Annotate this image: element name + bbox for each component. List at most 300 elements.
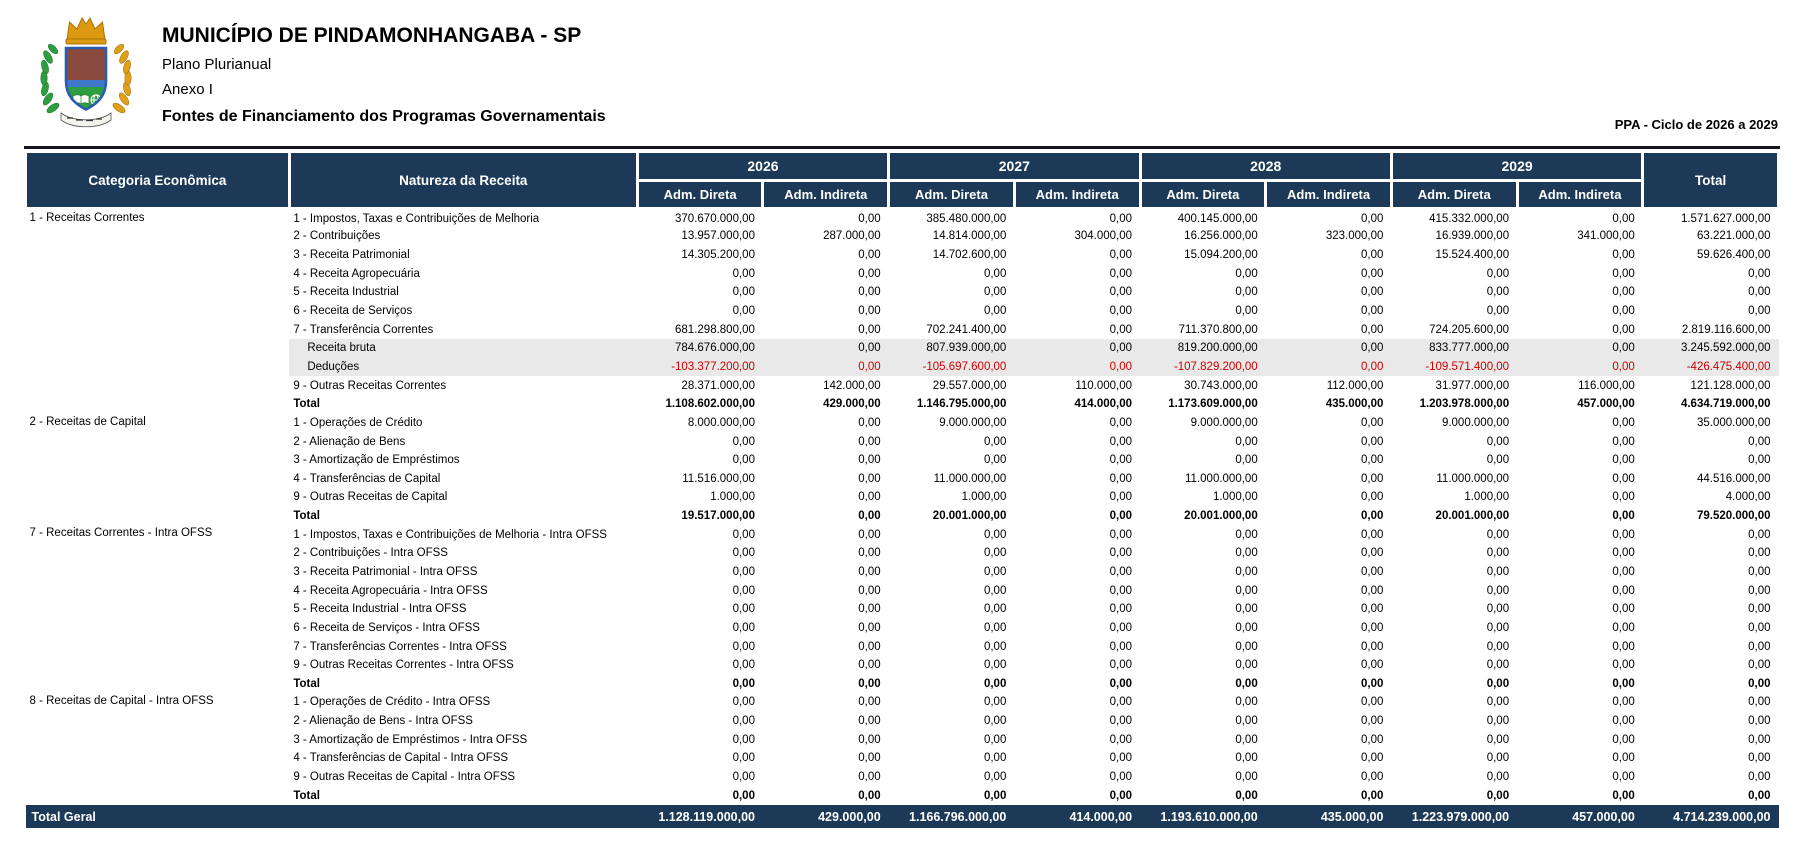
value-cell: 0,00	[732, 286, 755, 299]
value-cell: 0,00	[763, 339, 889, 358]
value-cell: 0,00	[1748, 528, 1771, 541]
value-cell: 0,00	[1748, 603, 1771, 616]
value-cell: 0,00	[983, 547, 1007, 560]
value-cell: 0,00	[858, 212, 881, 225]
value-cell: 0,00	[1361, 677, 1384, 690]
natureza-cell: 6 - Receita de Serviços	[293, 305, 413, 318]
value-cell: 0,00	[983, 584, 1007, 597]
natureza-cell: 7 - Transferência Correntes	[293, 323, 434, 336]
natureza-cell: 1 - Impostos, Taxas e Contribuições de Melhoria	[293, 212, 540, 225]
value-cell: 0,00	[1361, 733, 1384, 746]
value-cell: 0,00	[1109, 677, 1133, 690]
table-row	[26, 246, 1779, 265]
table-row	[26, 432, 1779, 451]
table-row	[26, 525, 1779, 544]
value-cell: 370.670.000,00	[675, 212, 755, 225]
value-cell: 0,00	[1361, 491, 1384, 504]
value-cell: 0,00	[1486, 771, 1510, 784]
wheat-branch-icon	[111, 43, 131, 115]
value-cell: 9.000.000,00	[1190, 416, 1258, 429]
value-cell: 0,00	[1266, 339, 1392, 358]
value-cell: 0,00	[732, 771, 755, 784]
value-cell: 807.939.000,00	[889, 339, 1015, 358]
natureza-cell: 6 - Receita de Serviços - Intra OFSS	[293, 621, 480, 634]
value-cell: 0,00	[1235, 677, 1258, 690]
value-cell: 79.520.000,00	[1696, 510, 1771, 523]
value-cell: 14.305.200,00	[681, 249, 755, 262]
value-cell: 0,00	[858, 696, 881, 709]
value-cell: 0,00	[1235, 621, 1258, 634]
value-cell: 35.000.000,00	[1696, 416, 1771, 429]
value-cell: 0,00	[1612, 696, 1635, 709]
natureza-cell: 2 - Contribuições	[293, 230, 381, 243]
value-cell: 0,00	[1109, 472, 1133, 485]
value-cell: 16.939.000,00	[1435, 230, 1510, 243]
value-cell: 30.743.000,00	[1184, 379, 1258, 392]
value-cell: 0,00	[1235, 603, 1258, 616]
value-cell: 0,00	[1235, 584, 1258, 597]
value-cell: 0,00	[1361, 528, 1384, 541]
value-cell: 11.000.000,00	[1436, 472, 1510, 485]
value-cell: 0,00	[1486, 659, 1510, 672]
value-cell: 0,00	[1235, 733, 1258, 746]
value-cell: 59.626.400,00	[1696, 249, 1771, 262]
value-cell: 0,00	[1109, 416, 1133, 429]
value-cell: 4.634.719.000,00	[1680, 398, 1771, 411]
value-cell: 19.517.000,00	[681, 510, 755, 523]
value-cell: 0,00	[1109, 528, 1133, 541]
natureza-cell: 1 - Operações de Crédito	[293, 416, 423, 429]
value-cell: 0,00	[1361, 305, 1384, 318]
col-header-adm-indireta: Adm. Indireta	[763, 181, 889, 209]
value-cell: 323.000,00	[1325, 230, 1384, 243]
table-row	[26, 544, 1779, 563]
value-cell: 0,00	[1612, 565, 1635, 578]
value-cell: 0,00	[1486, 267, 1510, 280]
value-cell: 0,00	[1109, 715, 1133, 728]
value-cell: 0,00	[858, 249, 881, 262]
value-cell: -107.829.200,00	[1140, 358, 1266, 377]
value-cell: 8.000.000,00	[687, 416, 755, 429]
value-cell: 28.371.000,00	[681, 379, 755, 392]
value-cell: 0,00	[858, 621, 881, 634]
natureza-cell: 4 - Receita Agropecuária - Intra OFSS	[293, 584, 488, 597]
value-cell: 0,00	[1748, 454, 1771, 467]
value-cell: 110.000,00	[1075, 379, 1133, 392]
grand-total-value-cell: 4.714.239.000,00	[1643, 805, 1779, 828]
col-header-adm-direta: Adm. Direta	[637, 181, 763, 209]
table-row	[26, 320, 1779, 339]
grand-total-value-cell: 435.000,00	[1266, 805, 1392, 828]
value-cell: 0,00	[732, 528, 755, 541]
value-cell: 0,00	[1014, 358, 1140, 377]
table-row	[26, 209, 1779, 228]
grand-total-value-cell: 1.223.979.000,00	[1391, 805, 1517, 828]
value-cell: 0,00	[1612, 659, 1635, 672]
value-cell: 0,00	[1109, 584, 1133, 597]
value-cell: 0,00	[1361, 603, 1384, 616]
value-cell: 0,00	[983, 528, 1007, 541]
table-row	[26, 730, 1779, 749]
value-cell: 0,00	[1109, 249, 1133, 262]
value-cell: 1.203.978.000,00	[1419, 398, 1510, 411]
value-cell: 0,00	[983, 603, 1007, 616]
value-cell: 15.094.200,00	[1184, 249, 1258, 262]
value-cell: 20.001.000,00	[1435, 510, 1510, 523]
value-cell: 3.245.592.000,00	[1643, 339, 1779, 358]
value-cell: 0,00	[983, 305, 1007, 318]
table-row	[26, 637, 1779, 656]
value-cell: 385.480.000,00	[926, 212, 1007, 225]
value-cell: 0,00	[1109, 286, 1133, 299]
value-cell: 0,00	[1748, 659, 1771, 672]
grand-total-value-cell: 1.193.610.000,00	[1140, 805, 1266, 828]
subtitle-plano: Plano Plurianual	[162, 56, 272, 73]
grand-total-value-cell: 1.166.796.000,00	[889, 805, 1015, 828]
value-cell: 0,00	[983, 696, 1007, 709]
value-cell: 0,00	[1748, 715, 1771, 728]
natureza-cell: 9 - Outras Receitas Correntes - Intra OFSS	[293, 659, 514, 672]
value-cell: 0,00	[1361, 323, 1384, 336]
value-cell: 0,00	[1109, 733, 1133, 746]
categoria-cell: 2 - Receitas de Capital	[29, 415, 146, 428]
natureza-cell: 2 - Contribuições - Intra OFSS	[293, 547, 448, 560]
natureza-cell: 3 - Receita Patrimonial - Intra OFSS	[293, 565, 478, 578]
value-cell: 0,00	[1361, 565, 1384, 578]
value-cell: 0,00	[1361, 696, 1384, 709]
value-cell: 0,00	[732, 640, 755, 653]
value-cell: 14.702.600,00	[932, 249, 1007, 262]
value-cell: 0,00	[858, 733, 881, 746]
laurel-branch-icon	[40, 43, 60, 115]
value-cell: 0,00	[1486, 621, 1510, 634]
value-cell: 0,00	[1109, 752, 1133, 765]
value-cell: 0,00	[858, 491, 881, 504]
natureza-cell: 3 - Amortização de Empréstimos - Intra OFSS	[293, 733, 528, 746]
value-cell: 0,00	[1109, 305, 1133, 318]
value-cell: 0,00	[1612, 212, 1635, 225]
value-cell: 0,00	[732, 789, 755, 802]
table-row	[26, 469, 1779, 488]
value-cell: 0,00	[732, 305, 755, 318]
table-row	[26, 619, 1779, 638]
title-block	[162, 10, 606, 126]
value-cell: 0,00	[1361, 584, 1384, 597]
col-header-adm-indireta: Adm. Indireta	[1014, 181, 1140, 209]
value-cell: 0,00	[1612, 249, 1635, 262]
value-cell: 0,00	[983, 435, 1007, 448]
value-cell: 0,00	[1109, 696, 1133, 709]
value-cell: 0,00	[732, 752, 755, 765]
value-cell: 0,00	[1109, 510, 1133, 523]
report-name: Fontes de Financiamento dos Programas Governamentais	[162, 108, 606, 125]
value-cell: 1.108.602.000,00	[665, 398, 755, 411]
value-cell: 0,00	[1612, 603, 1635, 616]
value-cell: 1.146.795.000,00	[916, 398, 1007, 411]
value-cell: 0,00	[732, 454, 755, 467]
value-cell: 0,00	[1612, 752, 1635, 765]
value-cell: 29.557.000,00	[932, 379, 1007, 392]
value-cell: 1.000,00	[1212, 491, 1258, 504]
value-cell: 0,00	[1612, 472, 1635, 485]
value-cell: 0,00	[1748, 584, 1771, 597]
table-row	[26, 302, 1779, 321]
value-cell: 0,00	[1748, 286, 1771, 299]
table-row	[26, 339, 1779, 358]
value-cell: 0,00	[1517, 358, 1643, 377]
section-total-row	[26, 786, 1779, 805]
grand-total-label: Total Geral	[26, 805, 638, 828]
value-cell: 0,00	[858, 510, 881, 523]
natureza-cell: 1 - Operações de Crédito - Intra OFSS	[293, 696, 491, 709]
value-cell: 0,00	[1109, 454, 1133, 467]
value-cell: 0,00	[1748, 789, 1771, 802]
value-cell: 0,00	[1235, 640, 1258, 653]
value-cell: 784.676.000,00	[637, 339, 763, 358]
value-cell: 0,00	[732, 715, 755, 728]
value-cell: 0,00	[1612, 584, 1635, 597]
natureza-cell: 2 - Alienação de Bens	[293, 435, 406, 448]
value-cell: 0,00	[1361, 510, 1384, 523]
section-total-row	[26, 507, 1779, 526]
table-footer	[26, 805, 1779, 828]
value-cell: 0,00	[1109, 659, 1133, 672]
table-row	[26, 264, 1779, 283]
natureza-cell: Total	[293, 398, 320, 411]
value-cell: 0,00	[732, 603, 755, 616]
value-cell: 0,00	[1109, 640, 1133, 653]
value-cell: 0,00	[1235, 435, 1258, 448]
value-cell: 1.571.627.000,00	[1680, 212, 1771, 225]
value-cell: 724.205.600,00	[1429, 323, 1510, 336]
categoria-cell: 7 - Receitas Correntes - Intra OFSS	[29, 527, 213, 540]
value-cell: 0,00	[858, 659, 881, 672]
natureza-cell: 4 - Transferências de Capital	[293, 472, 441, 485]
value-cell: 0,00	[1748, 547, 1771, 560]
shield-icon	[64, 46, 108, 113]
value-cell: 0,00	[1612, 621, 1635, 634]
value-cell: 0,00	[1235, 547, 1258, 560]
value-cell: 1.173.609.000,00	[1168, 398, 1258, 411]
value-cell: 0,00	[1748, 435, 1771, 448]
value-cell: 0,00	[1109, 621, 1133, 634]
value-cell: -426.475.400,00	[1643, 358, 1779, 377]
value-cell: 0,00	[1361, 752, 1384, 765]
value-cell: 0,00	[858, 528, 881, 541]
value-cell: 0,00	[858, 677, 881, 690]
col-header-year-2026: 2026	[637, 152, 888, 181]
value-cell: 11.516.000,00	[682, 472, 755, 485]
document-header	[36, 10, 606, 132]
value-cell: 0,00	[1748, 733, 1771, 746]
value-cell: 0,00	[1361, 640, 1384, 653]
value-cell: 15.524.400,00	[1435, 249, 1510, 262]
natureza-cell: 4 - Receita Agropecuária	[293, 267, 420, 280]
table-row	[26, 581, 1779, 600]
value-cell: 0,00	[1748, 565, 1771, 578]
value-cell: 0,00	[1361, 454, 1384, 467]
value-cell: 0,00	[732, 621, 755, 634]
value-cell: 0,00	[1748, 267, 1771, 280]
value-cell: 0,00	[1361, 267, 1384, 280]
value-cell: 0,00	[732, 696, 755, 709]
col-header-adm-indireta: Adm. Indireta	[1266, 181, 1392, 209]
value-cell: 0,00	[1109, 547, 1133, 560]
value-cell: 0,00	[983, 267, 1007, 280]
value-cell: 0,00	[1486, 640, 1510, 653]
value-cell: 0,00	[858, 416, 881, 429]
value-cell: 0,00	[858, 789, 881, 802]
col-header-adm-direta: Adm. Direta	[1391, 181, 1517, 209]
value-cell: 0,00	[763, 358, 889, 377]
value-cell: 9.000.000,00	[1441, 416, 1510, 429]
page-title: MUNICÍPIO DE PINDAMONHANGABA - SP	[162, 24, 582, 47]
value-cell: 0,00	[1235, 771, 1258, 784]
value-cell: 0,00	[1235, 454, 1258, 467]
value-cell: 0,00	[1612, 323, 1635, 336]
grand-total-value-cell: 457.000,00	[1517, 805, 1643, 828]
value-cell: 0,00	[1612, 305, 1635, 318]
value-cell: 0,00	[1361, 621, 1384, 634]
value-cell: 0,00	[1235, 528, 1258, 541]
value-cell: 0,00	[858, 715, 881, 728]
value-cell: 2.819.116.600,00	[1681, 323, 1771, 336]
value-cell: 0,00	[1748, 640, 1771, 653]
value-cell: 0,00	[1612, 435, 1635, 448]
col-header-adm-direta: Adm. Direta	[889, 181, 1015, 209]
value-cell: 414.000,00	[1074, 398, 1133, 411]
col-header-year-2027: 2027	[889, 152, 1140, 181]
natureza-cell: Receita bruta	[289, 339, 637, 358]
value-cell: 0,00	[1235, 565, 1258, 578]
value-cell: 0,00	[732, 547, 755, 560]
value-cell: 0,00	[732, 435, 755, 448]
value-cell: 0,00	[858, 547, 881, 560]
value-cell: 0,00	[983, 733, 1007, 746]
value-cell: 0,00	[1361, 249, 1384, 262]
value-cell: 0,00	[983, 715, 1007, 728]
value-cell: 429.000,00	[823, 398, 881, 411]
value-cell: 0,00	[1612, 267, 1635, 280]
value-cell: 0,00	[983, 677, 1007, 690]
grand-total-row	[26, 805, 1779, 828]
value-cell: 0,00	[1235, 752, 1258, 765]
value-cell: 0,00	[983, 640, 1007, 653]
grand-total-value-cell: 429.000,00	[763, 805, 889, 828]
value-cell: 0,00	[1361, 547, 1384, 560]
col-header-year-2028: 2028	[1140, 152, 1391, 181]
value-cell: 0,00	[1612, 640, 1635, 653]
value-cell: 0,00	[1486, 584, 1510, 597]
crown-icon	[67, 18, 105, 40]
table-row	[26, 358, 1779, 377]
value-cell: 44.516.000,00	[1696, 472, 1771, 485]
value-cell: 31.977.000,00	[1435, 379, 1510, 392]
value-cell: 0,00	[983, 621, 1007, 634]
value-cell: 0,00	[1612, 733, 1635, 746]
value-cell: 833.777.000,00	[1391, 339, 1517, 358]
value-cell: 0,00	[1486, 677, 1510, 690]
value-cell: 304.000,00	[1074, 230, 1133, 243]
col-header-total: Total	[1643, 152, 1779, 209]
value-cell: 14.814.000,00	[932, 230, 1007, 243]
value-cell: 0,00	[732, 659, 755, 672]
value-cell: 0,00	[732, 677, 755, 690]
table-row	[26, 600, 1779, 619]
col-header-adm-indireta: Adm. Indireta	[1517, 181, 1643, 209]
table-row	[26, 749, 1779, 768]
natureza-cell: 4 - Transferências de Capital - Intra OFSS	[293, 752, 509, 765]
value-cell: 0,00	[1612, 528, 1635, 541]
section-total-row	[26, 675, 1779, 694]
value-cell: 0,00	[1486, 696, 1510, 709]
value-cell: 0,00	[1109, 565, 1133, 578]
value-cell: 0,00	[858, 323, 881, 336]
value-cell: 0,00	[858, 603, 881, 616]
value-cell: 0,00	[1486, 454, 1510, 467]
natureza-cell: 9 - Outras Receitas de Capital	[293, 491, 448, 504]
value-cell: 0,00	[1486, 715, 1510, 728]
value-cell: 1.000,00	[961, 491, 1007, 504]
value-cell: 0,00	[983, 752, 1007, 765]
value-cell: 0,00	[1486, 752, 1510, 765]
value-cell: 0,00	[858, 771, 881, 784]
value-cell: 0,00	[858, 267, 881, 280]
value-cell: 0,00	[858, 435, 881, 448]
value-cell: 0,00	[1486, 547, 1510, 560]
table-row	[26, 768, 1779, 787]
value-cell: 16.256.000,00	[1184, 230, 1258, 243]
value-cell: 0,00	[1612, 547, 1635, 560]
value-cell: 0,00	[732, 565, 755, 578]
col-header-year-2029: 2029	[1391, 152, 1642, 181]
value-cell: 0,00	[1235, 789, 1258, 802]
value-cell: 0,00	[1109, 212, 1133, 225]
natureza-cell: Total	[293, 510, 320, 523]
table-row	[26, 283, 1779, 302]
value-cell: 0,00	[983, 565, 1007, 578]
header-divider	[24, 146, 1780, 149]
value-cell: 0,00	[1361, 416, 1384, 429]
value-cell: 0,00	[1486, 789, 1510, 802]
value-cell: 0,00	[1486, 565, 1510, 578]
value-cell: 0,00	[1361, 435, 1384, 448]
value-cell: 0,00	[1612, 677, 1635, 690]
value-cell: 0,00	[858, 472, 881, 485]
table-header	[26, 152, 1779, 209]
value-cell: 0,00	[1517, 339, 1643, 358]
value-cell: 121.128.000,00	[1690, 379, 1771, 392]
value-cell: 0,00	[1486, 435, 1510, 448]
value-cell: 0,00	[858, 286, 881, 299]
value-cell: 0,00	[1612, 491, 1635, 504]
value-cell: 0,00	[1748, 771, 1771, 784]
natureza-cell: 3 - Amortização de Empréstimos	[293, 454, 460, 467]
value-cell: 63.221.000,00	[1696, 230, 1771, 243]
natureza-cell: Deduções	[289, 358, 637, 377]
value-cell: 0,00	[1486, 305, 1510, 318]
col-header-adm-direta: Adm. Direta	[1140, 181, 1266, 209]
natureza-cell: Total	[293, 789, 320, 802]
value-cell: 11.000.000,00	[933, 472, 1007, 485]
value-cell: 0,00	[1361, 212, 1384, 225]
value-cell: 0,00	[1235, 696, 1258, 709]
value-cell: 142.000,00	[823, 379, 881, 392]
value-cell: 0,00	[1361, 771, 1384, 784]
value-cell: 435.000,00	[1325, 398, 1384, 411]
value-cell: 0,00	[1748, 621, 1771, 634]
table-row	[26, 693, 1779, 712]
